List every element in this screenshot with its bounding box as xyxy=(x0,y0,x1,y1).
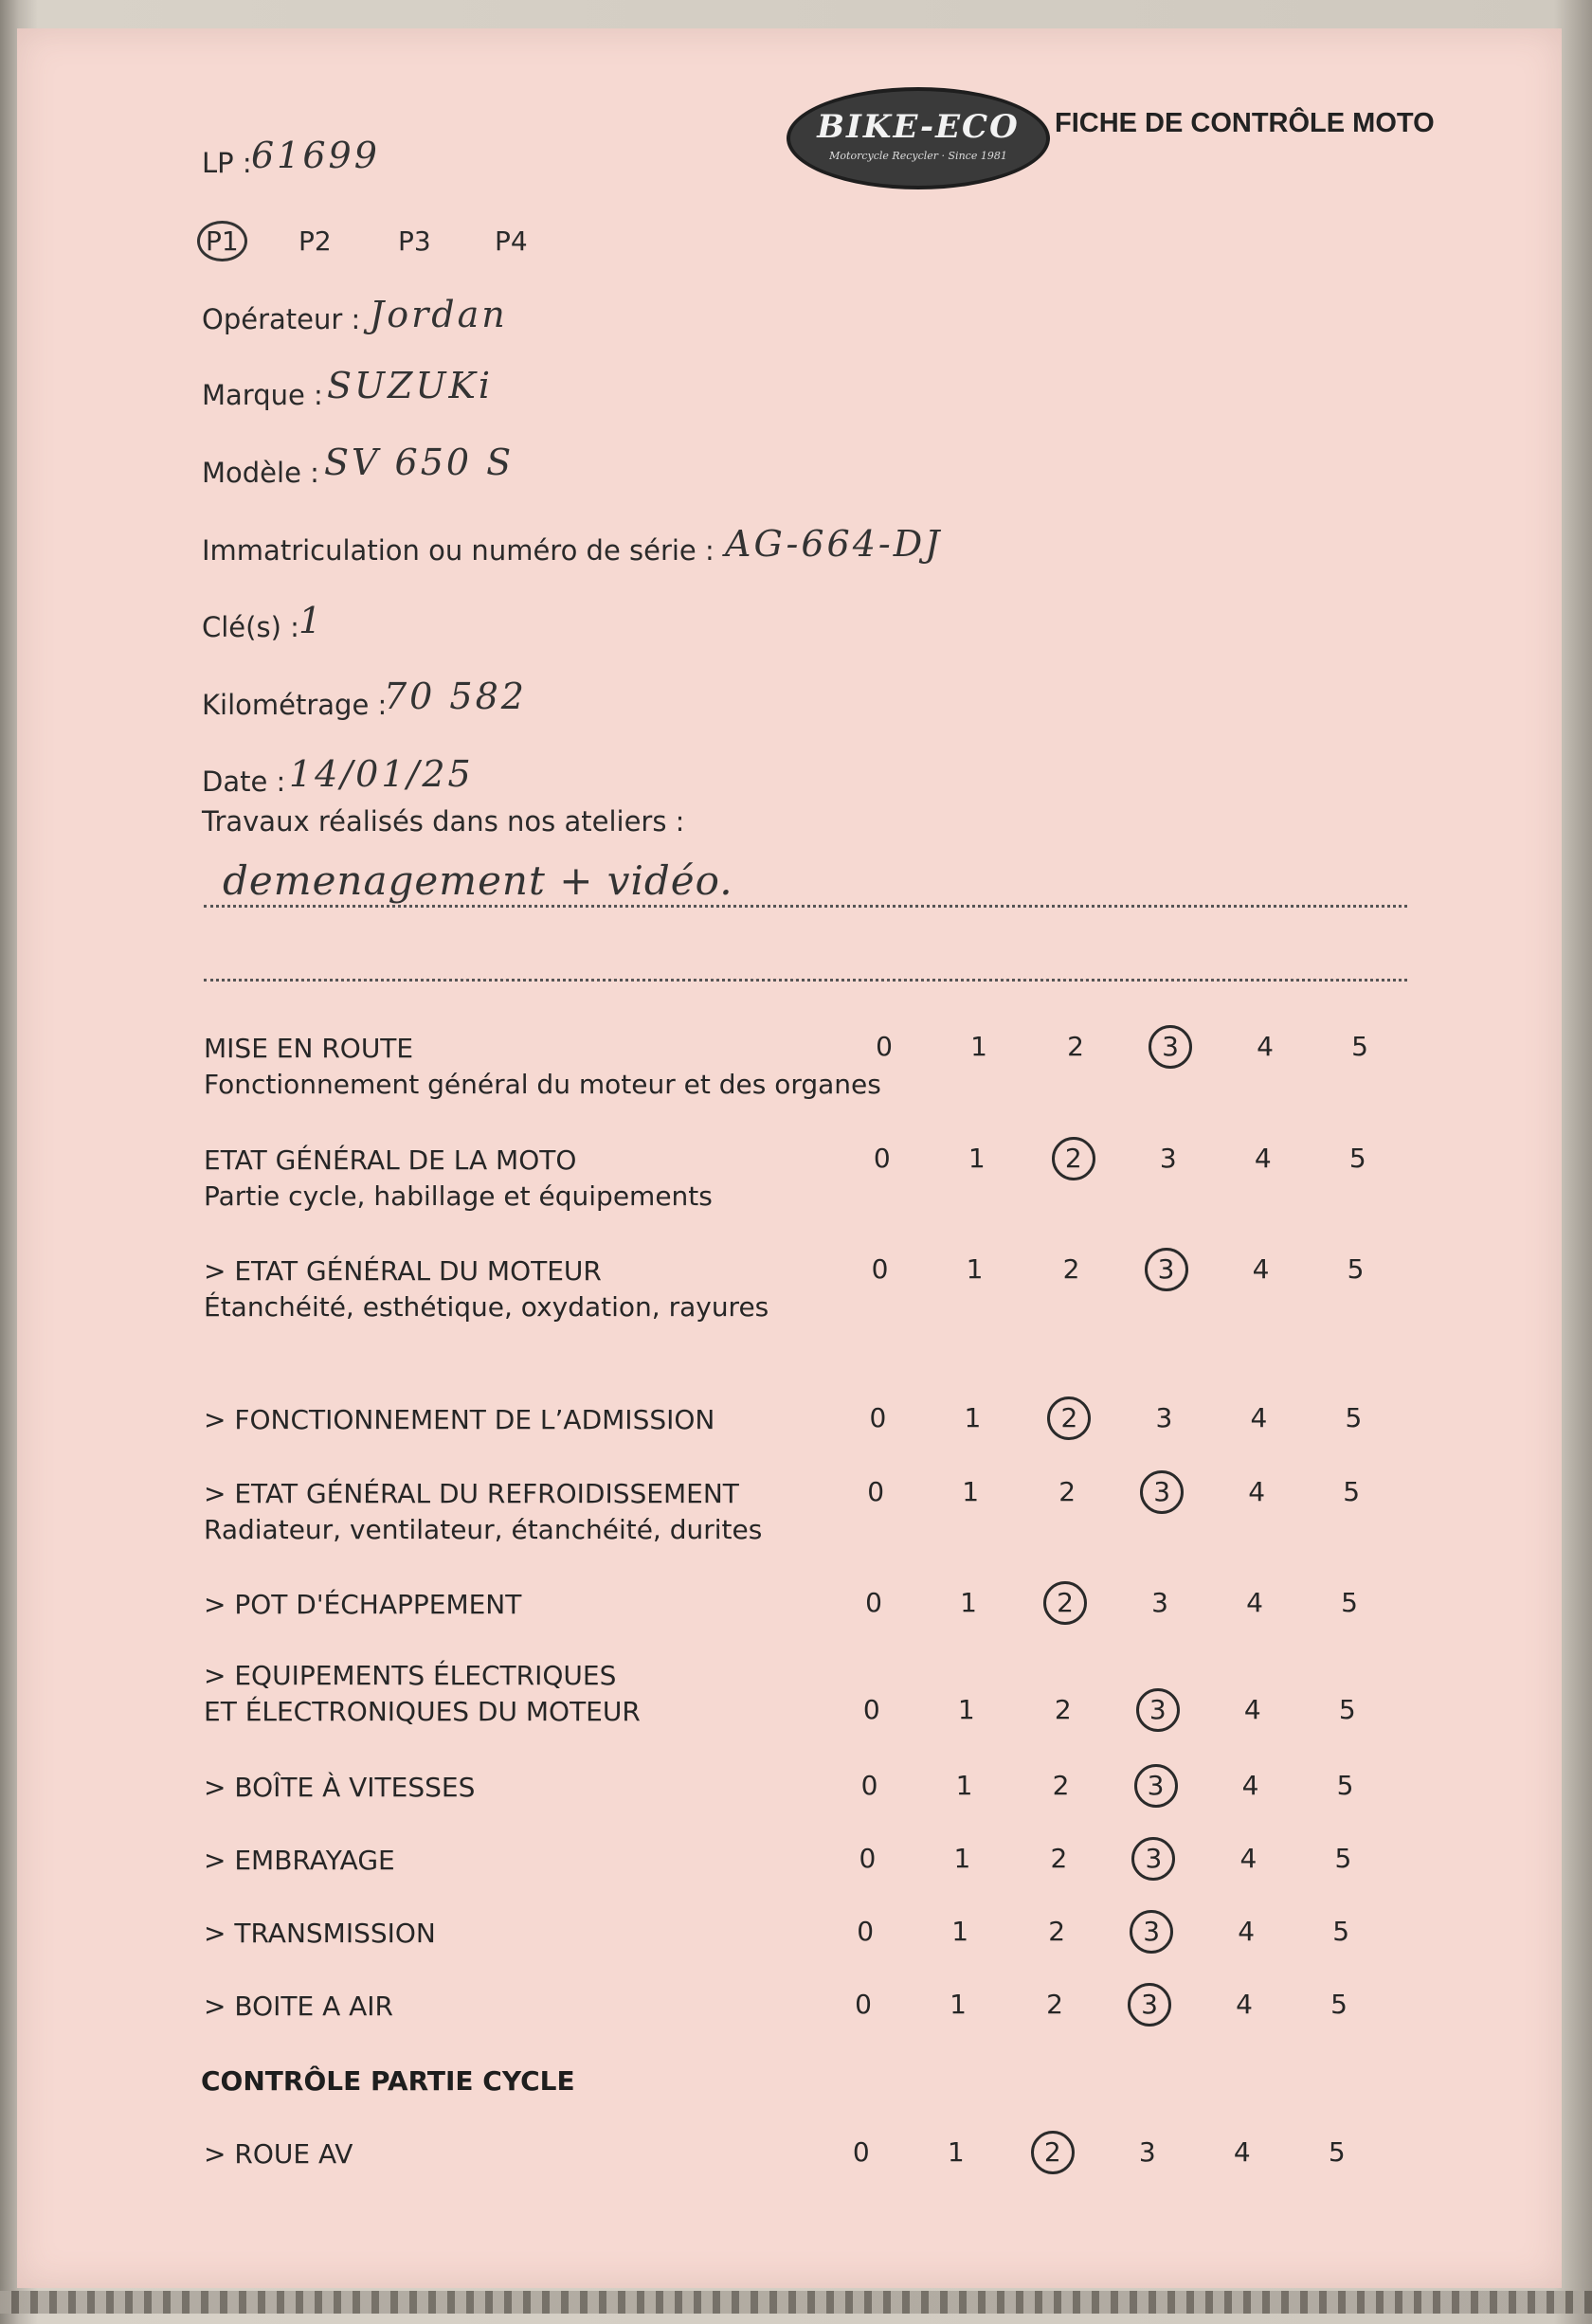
rating-option-selected[interactable]: 2 xyxy=(1047,1396,1091,1440)
rating-row-title: > POT D'ÉCHAPPEMENT xyxy=(204,1589,522,1620)
rating-option[interactable]: 5 xyxy=(1348,1143,1366,1174)
rating-option[interactable]: 3 xyxy=(1155,1402,1173,1433)
p-option-2[interactable]: P2 xyxy=(298,225,332,257)
rating-option[interactable]: 4 xyxy=(1257,1031,1274,1062)
rating-row-title: > BOITE A AIR xyxy=(204,1991,393,2022)
rating-option[interactable]: 1 xyxy=(947,2136,965,2168)
rating-option[interactable]: 0 xyxy=(862,1694,880,1725)
logo-text: BIKE-ECO xyxy=(817,108,1020,146)
rating-option[interactable]: 4 xyxy=(1239,1843,1257,1874)
rating-option[interactable]: 0 xyxy=(855,1989,872,2020)
rating-option[interactable]: 5 xyxy=(1345,1402,1363,1433)
operateur-value[interactable]: Jordan xyxy=(370,294,508,335)
rating-option[interactable]: 3 xyxy=(1138,2136,1156,2168)
p-option-3[interactable]: P3 xyxy=(398,225,431,257)
rating-option[interactable]: 4 xyxy=(1248,1476,1266,1507)
rating-row-title: > EMBRAYAGE xyxy=(204,1845,395,1876)
section-controle-partie-cycle: CONTRÔLE PARTIE CYCLE xyxy=(201,2065,575,2097)
rating-row-title: > TRANSMISSION xyxy=(204,1918,436,1949)
rating-option[interactable]: 2 xyxy=(1046,1989,1063,2020)
rating-row-title: > ETAT GÉNÉRAL DU REFROIDISSEMENT xyxy=(204,1478,739,1509)
rating-option[interactable]: 0 xyxy=(857,1916,875,1947)
rating-option[interactable]: 5 xyxy=(1338,1694,1356,1725)
km-value[interactable]: 70 582 xyxy=(384,676,527,717)
modele-value[interactable]: SV 650 S xyxy=(324,441,515,483)
rating-option[interactable]: 4 xyxy=(1254,1143,1272,1174)
rating-option-selected[interactable]: 3 xyxy=(1145,1248,1188,1291)
rating-row-title: > ETAT GÉNÉRAL DU MOTEUR xyxy=(204,1255,602,1287)
travaux-value[interactable]: demenagement + vidéo. xyxy=(223,857,733,904)
travaux-label: Travaux réalisés dans nos ateliers : xyxy=(202,805,685,838)
rating-option[interactable]: 5 xyxy=(1332,1916,1350,1947)
rating-option[interactable]: 5 xyxy=(1351,1031,1368,1062)
rating-option[interactable]: 1 xyxy=(953,1843,971,1874)
rating-option[interactable]: 1 xyxy=(957,1694,975,1725)
rating-row-subtitle: Fonctionnement général du moteur et des organes xyxy=(204,1069,881,1100)
rating-option[interactable]: 2 xyxy=(1058,1476,1076,1507)
rating-option[interactable]: 0 xyxy=(869,1402,887,1433)
rating-option-selected[interactable]: 3 xyxy=(1131,1837,1175,1881)
rating-option-selected[interactable]: 2 xyxy=(1043,1581,1087,1625)
rating-option[interactable]: 4 xyxy=(1243,1694,1261,1725)
immat-label: Immatriculation ou numéro de série : xyxy=(202,534,715,567)
rating-option[interactable]: 5 xyxy=(1334,1843,1352,1874)
rating-row-title: ETAT GÉNÉRAL DE LA MOTO xyxy=(204,1144,577,1176)
rating-option-selected[interactable]: 2 xyxy=(1052,1137,1095,1180)
marque-value[interactable]: SUZUKi xyxy=(327,365,494,406)
rating-option-selected[interactable]: 3 xyxy=(1136,1688,1180,1732)
rating-row-subtitle: ET ÉLECTRONIQUES DU MOTEUR xyxy=(204,1696,641,1727)
p-option-1[interactable]: P1 xyxy=(197,225,247,257)
rating-option[interactable]: 0 xyxy=(871,1253,889,1285)
rating-option[interactable]: 1 xyxy=(960,1587,977,1618)
rating-option[interactable]: 4 xyxy=(1252,1253,1270,1285)
cles-value[interactable]: 1 xyxy=(298,600,325,641)
rating-option[interactable]: 3 xyxy=(1151,1587,1168,1618)
rating-option[interactable]: 3 xyxy=(1159,1143,1177,1174)
p-option-4[interactable]: P4 xyxy=(495,225,528,257)
rating-option[interactable]: 4 xyxy=(1238,1916,1256,1947)
rating-option-selected[interactable]: 3 xyxy=(1149,1025,1192,1069)
rating-option-selected[interactable]: 3 xyxy=(1134,1764,1178,1808)
rating-option-selected[interactable]: 3 xyxy=(1130,1910,1173,1954)
rating-option[interactable]: 5 xyxy=(1347,1253,1365,1285)
rating-option[interactable]: 4 xyxy=(1241,1770,1259,1801)
date-value[interactable]: 14/01/25 xyxy=(289,753,474,795)
rating-option-selected[interactable]: 2 xyxy=(1031,2131,1075,2174)
rating-option[interactable]: 4 xyxy=(1233,2136,1251,2168)
rating-row-subtitle: Radiateur, ventilateur, étanchéité, durites xyxy=(204,1514,763,1545)
marque-label: Marque : xyxy=(202,379,323,411)
rating-row-title: > FONCTIONNEMENT DE L’ADMISSION xyxy=(204,1404,715,1435)
rating-option[interactable]: 4 xyxy=(1246,1587,1263,1618)
rating-option[interactable]: 1 xyxy=(966,1253,984,1285)
rating-option[interactable]: 1 xyxy=(950,1989,967,2020)
rating-option[interactable]: 5 xyxy=(1336,1770,1354,1801)
rating-option[interactable]: 5 xyxy=(1343,1476,1361,1507)
rating-option-selected[interactable]: 3 xyxy=(1128,1983,1171,2027)
logo-subtext: Motorcycle Recycler · Since 1981 xyxy=(829,150,1007,162)
rating-row-title: > ROUE AV xyxy=(204,2138,353,2170)
rating-option[interactable]: 4 xyxy=(1250,1402,1268,1433)
rating-option[interactable]: 0 xyxy=(873,1143,891,1174)
sleeve-perforation xyxy=(0,2291,1592,2314)
rating-option[interactable]: 5 xyxy=(1341,1587,1358,1618)
rating-row-subtitle: Partie cycle, habillage et équipements xyxy=(204,1180,713,1212)
travaux-line-2 xyxy=(204,979,1407,982)
form-title: FICHE DE CONTRÔLE MOTO xyxy=(1055,108,1435,138)
rating-option[interactable]: 1 xyxy=(951,1916,969,1947)
rating-option[interactable]: 2 xyxy=(1050,1843,1068,1874)
rating-option[interactable]: 0 xyxy=(865,1587,882,1618)
date-label: Date : xyxy=(202,766,286,798)
rating-row-title: MISE EN ROUTE xyxy=(204,1033,414,1064)
immat-value[interactable]: AG-664-DJ xyxy=(725,523,943,565)
lp-value[interactable]: 61699 xyxy=(251,135,380,176)
rating-option[interactable]: 2 xyxy=(1062,1253,1080,1285)
rating-option[interactable]: 2 xyxy=(1052,1770,1070,1801)
rating-option[interactable]: 2 xyxy=(1048,1916,1066,1947)
rating-option[interactable]: 0 xyxy=(852,2136,870,2168)
modele-label: Modèle : xyxy=(202,457,319,489)
rating-option[interactable]: 5 xyxy=(1330,1989,1348,2020)
operateur-label: Opérateur : xyxy=(202,303,361,335)
rating-option[interactable]: 1 xyxy=(962,1476,980,1507)
rating-option[interactable]: 0 xyxy=(876,1031,893,1062)
rating-option[interactable]: 4 xyxy=(1236,1989,1253,2020)
rating-option[interactable]: 1 xyxy=(955,1770,973,1801)
rating-option[interactable]: 1 xyxy=(970,1031,987,1062)
rating-row-subtitle: Étanchéité, esthétique, oxydation, rayures xyxy=(204,1291,769,1323)
km-label: Kilométrage : xyxy=(202,689,388,721)
rating-option[interactable]: 0 xyxy=(860,1770,878,1801)
rating-option[interactable]: 0 xyxy=(867,1476,885,1507)
rating-option[interactable]: 1 xyxy=(964,1402,982,1433)
rating-option[interactable]: 2 xyxy=(1054,1694,1072,1725)
rating-option[interactable]: 2 xyxy=(1067,1031,1084,1062)
rating-row-title: > BOÎTE À VITESSES xyxy=(204,1772,476,1803)
cles-label: Clé(s) : xyxy=(202,611,299,643)
travaux-line-1 xyxy=(204,905,1407,908)
lp-label: LP : xyxy=(202,147,252,179)
rating-row-title: > EQUIPEMENTS ÉLECTRIQUES xyxy=(204,1660,617,1691)
rating-option[interactable]: 1 xyxy=(968,1143,986,1174)
rating-option-selected[interactable]: 3 xyxy=(1140,1470,1184,1514)
rating-option[interactable]: 0 xyxy=(859,1843,877,1874)
bike-eco-logo xyxy=(787,87,1050,189)
rating-option[interactable]: 5 xyxy=(1328,2136,1346,2168)
